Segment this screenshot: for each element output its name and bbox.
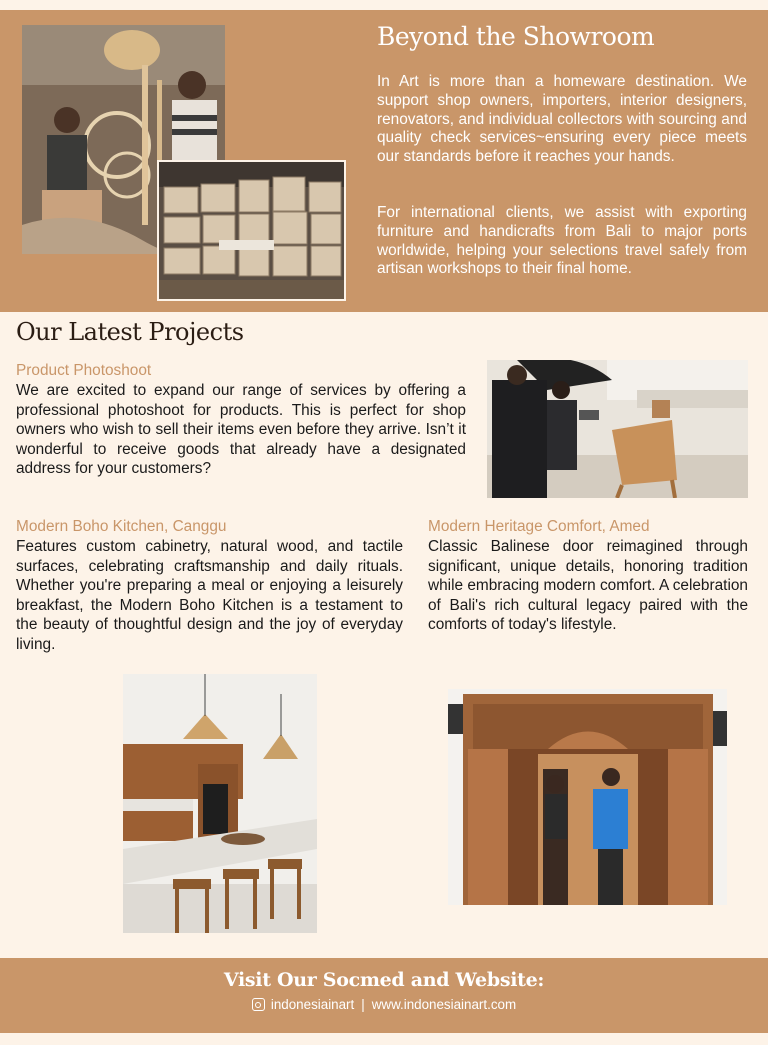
showroom-paragraph-2: For international clients, we assist with exporting furniture and handicrafts from Bali to major ports worldwide, helping your selections travel safely from artisan workshops to their final home. [377, 204, 747, 278]
heritage-title: Modern Heritage Comfort, Amed [428, 518, 650, 535]
showroom-paragraph-1: In Art is more than a homeware destination. We support shop owners, importers, interior designers, renovators, and individual collectors with sourcing and quality check services~ensuring every piece meets our standards before it reaches your hands. [377, 73, 747, 166]
projects-title: Our Latest Projects [16, 318, 244, 346]
packed-goods-photo [157, 160, 346, 301]
footer-links [0, 997, 768, 1012]
carved-door-photo [448, 689, 727, 905]
photoshoot-photo [487, 360, 748, 498]
footer-title: Visit Our Socmed and Website: [223, 969, 545, 991]
website-link[interactable]: www.indonesiainart.com [371, 997, 517, 1012]
instagram-icon[interactable] [252, 998, 265, 1011]
heritage-text: Classic Balinese door reimagined through significant, unique details, honoring tradition while embracing modern comfort. A celebration of Bali's rich cultural legacy paired with the comforts of today's lifestyle. [428, 538, 748, 634]
kitchen-title: Modern Boho Kitchen, Canggu [16, 518, 227, 535]
kitchen-photo [123, 674, 317, 933]
photoshoot-title: Product Photoshoot [16, 362, 152, 379]
instagram-handle[interactable]: indonesiainart [270, 997, 355, 1012]
footer-separator: | [361, 997, 365, 1012]
kitchen-text: Features custom cabinetry, natural wood, and tactile surfaces, celebrating craftsmanship and daily rituals. Whether you're preparing a meal or enjoying a leisurely breakfast, the Modern Boho Kitchen is a testament to the beauty of thoughtful design and the joy of everyday living. [16, 538, 403, 653]
photoshoot-text: We are excited to expand our range of services by offering a professional photoshoot for products. This is perfect for shop owners who wish to sell their items even before they arrive. Isn’t it wonderful to receive goods that already have a designated address for your customers? [16, 382, 466, 478]
showroom-title: Beyond the Showroom [377, 22, 655, 51]
